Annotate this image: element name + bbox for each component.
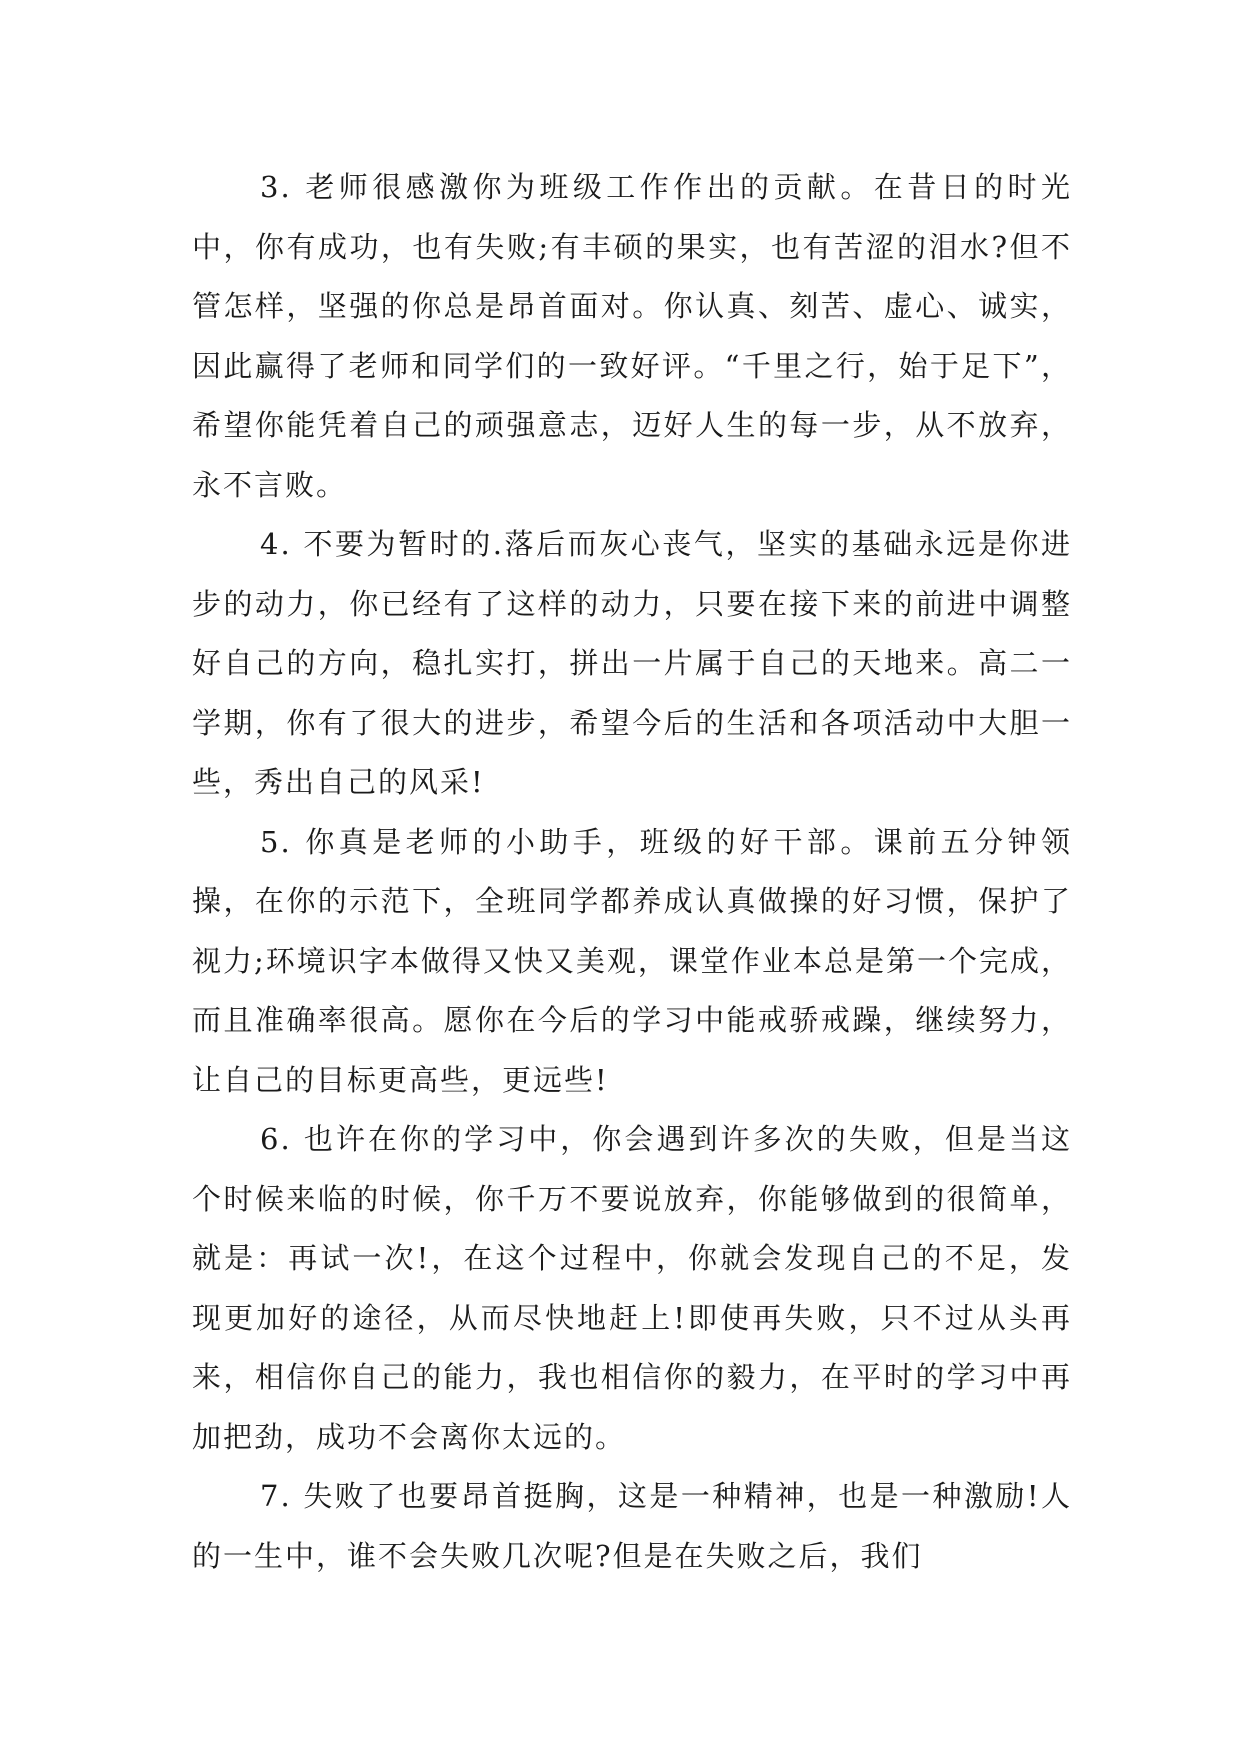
paragraph-comment-3: 3. 老师很感激你为班级工作作出的贡献。在昔日的时光中，你有成功，也有失败;有丰硕的果实，也有苦涩的泪水?但不管怎样，坚强的你总是昂首面对。你认真、刻苦、虚心、诚实，因此赢得了老师和同学们的一致好评。“千里之行，始于足下”，希望你能凭着自己的顽强意志，迈好人生的每一步，从不放弃，永不言败。 <box>192 170 1072 502</box>
paragraph-comment-6: 6. 也许在你的学习中，你会遇到许多次的失败，但是当这个时候来临的时候，你千万不要说放弃，你能够做到的很简单，就是：再试一次!，在这个过程中，你就会发现自己的不足，发现更加好的途径，从而尽快地赶上!即使再失败，只不过从头再来，相信你自己的能力，我也相信你的毅力，在平时的学习中再加把劲，成功不会离你太远的。 <box>192 1122 1072 1454</box>
paragraph-comment-7: 7. 失败了也要昂首挺胸，这是一种精神，也是一种激励!人的一生中，谁不会失败几次呢?但是在失败之后，我们 <box>192 1479 1072 1573</box>
paragraph-comment-5: 5. 你真是老师的小助手，班级的好干部。课前五分钟领操，在你的示范下，全班同学都养成认真做操的好习惯，保护了视力;环境识字本做得又快又美观，课堂作业本总是第一个完成，而且准确率很高。愿你在今后的学习中能戒骄戒躁，继续努力，让自己的目标更高些，更远些! <box>192 824 1072 1097</box>
document-body <box>192 158 1072 1586</box>
paragraph-comment-4: 4. 不要为暂时的.落后而灰心丧气，坚实的基础永远是你进步的动力，你已经有了这样的动力，只要在接下来的前进中调整好自己的方向，稳扎实打，拼出一片属于自己的天地来。高二一学期，你有了很大的进步，希望今后的生活和各项活动中大胆一些，秀出自己的风采! <box>192 527 1072 799</box>
